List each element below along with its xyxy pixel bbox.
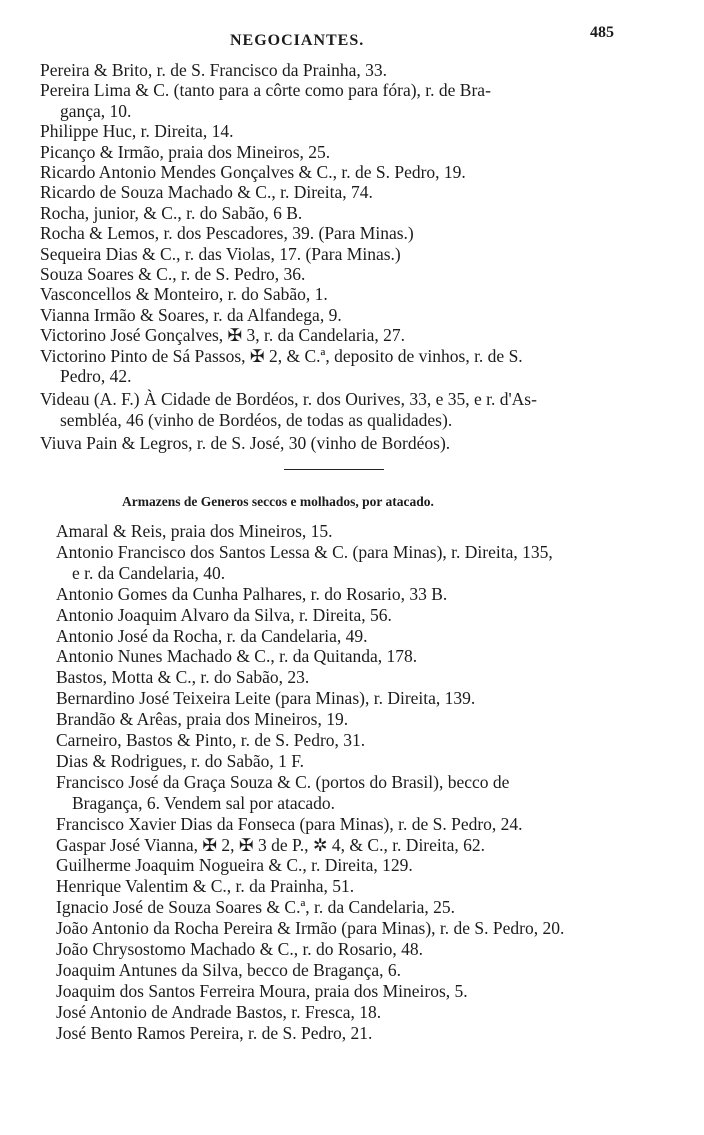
entry-line: Dias & Rodrigues, r. do Sabão, 1 F. — [56, 750, 304, 771]
page-header — [0, 22, 704, 48]
entry-line: Antonio Nunes Machado & C., r. da Quitanda, 178. — [56, 646, 418, 667]
entry-line: Ricardo de Souza Machado & C., r. Direita, 74. — [40, 182, 373, 203]
entry-continuation: e r. da Candelaria, 40. — [72, 562, 226, 583]
entry-line: Bastos, Motta & C., r. do Sabão, 23. — [56, 667, 310, 688]
entry-continuation: Pedro, 42. — [60, 366, 132, 386]
entry-line: José Antonio de Andrade Bastos, r. Fresca, 18. — [56, 1001, 382, 1022]
entry-line: Picanço & Irmão, praia dos Mineiros, 25. — [40, 141, 331, 162]
entry-line: Antonio Francisco dos Santos Lessa & C. (para Minas), r. Direita, 135, — [56, 541, 553, 562]
entry-line: Videau (A. F.) À Cidade de Bordéos, r. dos Ourives, 33, e 35, e r. d'As- — [40, 389, 537, 410]
entry-line: Ignacio José de Souza Soares & C.ª, r. da Candelaria, 25. — [56, 897, 455, 918]
entry-line: Carneiro, Bastos & Pinto, r. de S. Pedro, 31. — [56, 730, 366, 750]
entry-line: João Antonio da Rocha Pereira & Irmão (para Minas), r. de S. Pedro, 20. — [56, 918, 565, 939]
entry-line: Rocha, junior, & C., r. do Sabão, 6 B. — [40, 202, 303, 223]
entry-line: Vasconcellos & Monteiro, r. do Sabão, 1. — [40, 284, 328, 305]
entry-continuation: Bragança, 6. Vendem sal por atacado. — [72, 792, 336, 813]
entry-line: Brandão & Arêas, praia dos Mineiros, 19. — [56, 709, 349, 730]
entry-line: Gaspar José Vianna, ✠ 2, ✠ 3 de P., ✲ 4, & C., r. Direita, 62. — [56, 834, 486, 855]
entry-continuation: gança, 10. — [60, 100, 132, 121]
page-number: 485 — [590, 24, 614, 41]
entry-line: Ricardo Antonio Mendes Gonçalves & C., r. de S. Pedro, 19. — [40, 162, 466, 182]
entry-line: Francisco José da Graça Souza & C. (portos do Brasil), becco de — [56, 771, 510, 792]
entry-line: Antonio Gomes da Cunha Palhares, r. do Rosario, 33 B. — [56, 583, 448, 604]
section-divider — [284, 469, 384, 470]
entry-line: Antonio José da Rocha, r. da Candelaria, 49. — [56, 625, 368, 646]
running-head: NEGOCIANTES. — [230, 32, 365, 49]
entry-line: Philippe Huc, r. Direita, 14. — [40, 121, 234, 142]
entry-continuation: sembléa, 46 (vinho de Bordéos, de todas as qualidades). — [60, 409, 453, 430]
entry-line: Antonio Joaquim Alvaro da Silva, r. Direita, 56. — [56, 604, 392, 625]
entry-line: Victorino José Gonçalves, ✠ 3, r. da Candelaria, 27. — [40, 325, 405, 346]
entry-line: João Chrysostomo Machado & C., r. do Rosario, 48. — [56, 939, 423, 959]
entry-line: Guilherme Joaquim Nogueira & C., r. Direita, 129. — [56, 855, 413, 876]
entry-line: Sequeira Dias & C., r. das Violas, 17. (Para Minas.) — [40, 243, 401, 264]
entry-line: Joaquim Antunes da Silva, becco de Bragança, 6. — [56, 959, 402, 980]
entry-line: Victorino Pinto de Sá Passos, ✠ 2, & C.ª, deposito de vinhos, r. de S. — [40, 345, 523, 366]
entry-line: Bernardino José Teixeira Leite (para Minas), r. Direita, 139. — [56, 688, 476, 709]
entry-line: Souza Soares & C., r. de S. Pedro, 36. — [40, 264, 306, 284]
entry-line: Viuva Pain & Legros, r. de S. José, 30 (vinho de Bordéos). — [40, 433, 451, 454]
entry-line: Henrique Valentim & C., r. da Prainha, 51. — [56, 876, 355, 897]
entry-line: Vianna Irmão & Soares, r. da Alfandega, 9. — [40, 304, 342, 325]
entry-line: Joaquim dos Santos Ferreira Moura, praia dos Mineiros, 5. — [56, 980, 468, 1001]
entry-line: Amaral & Reis, praia dos Mineiros, 15. — [56, 521, 333, 541]
entry-line: Pereira & Brito, r. de S. Francisco da Prainha, 33. — [40, 60, 388, 80]
section-heading: Armazens de Generos seccos e molhados, por atacado. — [122, 494, 434, 509]
entry-line: Francisco Xavier Dias da Fonseca (para Minas), r. de S. Pedro, 24. — [56, 813, 523, 834]
entry-line: Pereira Lima & C. (tanto para a côrte como para fóra), r. de Bra- — [40, 80, 491, 101]
entry-line: José Bento Ramos Pereira, r. de S. Pedro, 21. — [56, 1022, 373, 1043]
entry-line: Rocha & Lemos, r. dos Pescadores, 39. (Para Minas.) — [40, 223, 414, 244]
